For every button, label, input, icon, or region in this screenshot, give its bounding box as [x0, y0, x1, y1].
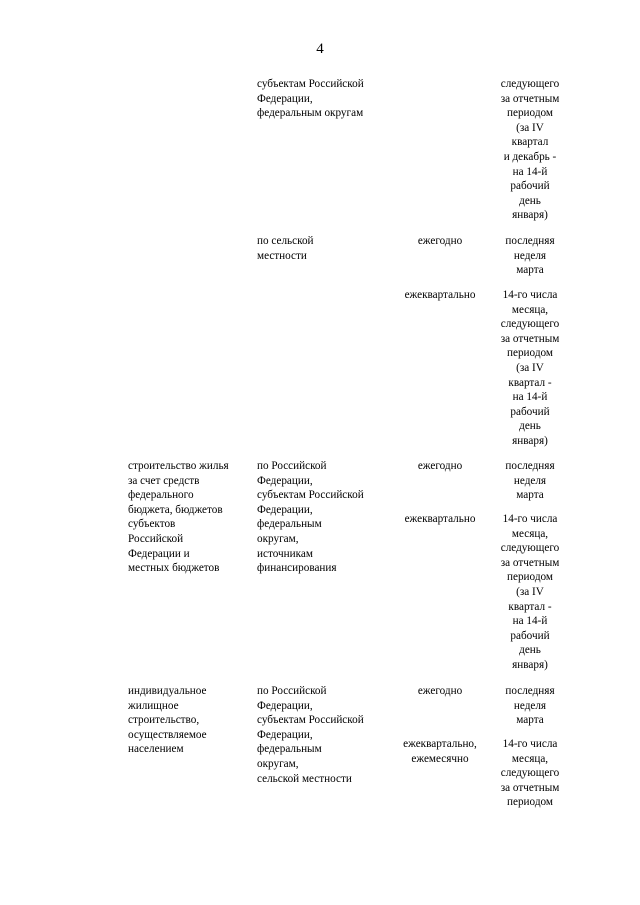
row-0-breakdown: субъектам Российской Федерации, федеральным округам: [257, 78, 364, 120]
row-2-breakdown: по Российской Федерации, субъектам Российской Федерации, федеральным округам, источникам финансирования: [257, 460, 364, 575]
row-3-breakdown: по Российской Федерации, субъектам Российской Федерации, федеральным округам, сельской местности: [257, 685, 364, 785]
row-2-deadline-0: последняя неделя марта: [505, 460, 555, 502]
row-1-frequency-0: ежегодно: [417, 235, 463, 247]
row-2-frequency-0: ежегодно: [417, 460, 463, 472]
row-1-breakdown: по сельской местности: [257, 235, 314, 262]
row-1-frequency-1: ежеквартально: [404, 289, 476, 301]
row-3-frequency-1: ежеквартально, ежемесячно: [403, 738, 477, 765]
row-0-deadline-0: следующего за отчетным периодом (за IV квартал и декабрь - на 14-й рабочий день января): [500, 78, 560, 222]
row-1-deadline-1: 14-го числа месяца, следующего за отчетным периодом (за IV квартал - на 14-й рабочий день января): [500, 289, 560, 447]
row-3-deadline-1: 14-го числа месяца, следующего за отчетным периодом: [500, 738, 560, 809]
row-3-deadline-0: последняя неделя марта: [505, 685, 555, 727]
row-1-deadline-0: последняя неделя марта: [505, 235, 555, 277]
row-3-indicator: индивидуальное жилищное строительство, осуществляемое населением: [128, 685, 207, 756]
row-2-frequency-1: ежеквартально: [404, 513, 476, 525]
row-2-deadline-1: 14-го числа месяца, следующего за отчетным периодом (за IV квартал - на 14-й рабочий день января): [500, 513, 560, 671]
row-3-frequency-0: ежегодно: [417, 685, 463, 697]
row-2-indicator: строительство жилья за счет средств федерального бюджета, бюджетов субъектов Российской Федерации и местных бюджетов: [128, 460, 229, 575]
page-number: 4: [316, 41, 324, 57]
